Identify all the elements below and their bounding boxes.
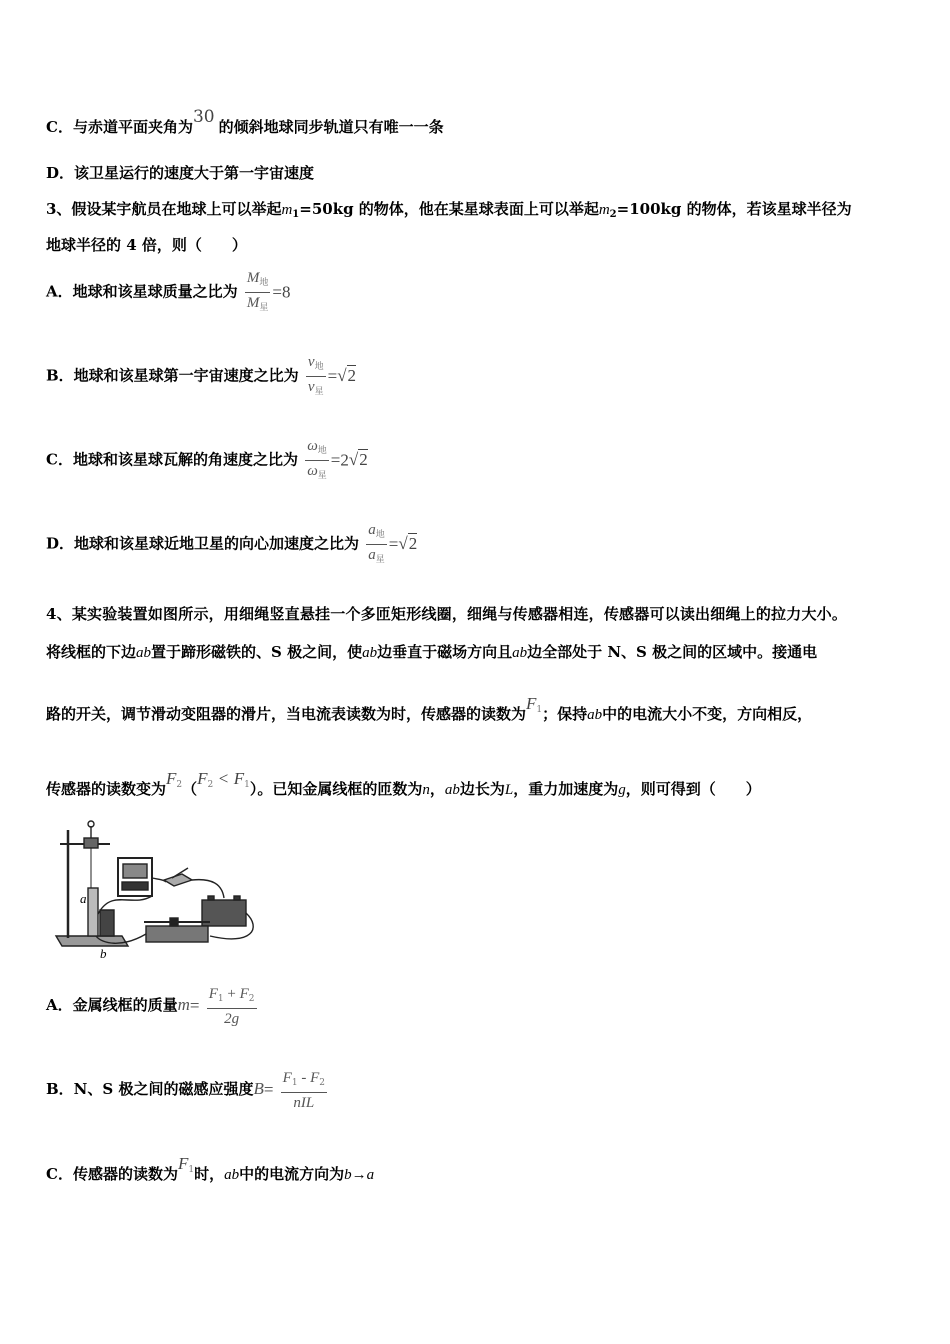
frac-den-sub: 星 xyxy=(375,555,385,565)
q3-option-d-label: D．地球和该星球近地卫星的向心加速度之比为 xyxy=(46,534,360,553)
q4-stem-line3 xyxy=(46,694,813,725)
q3-option-a-label: A．地球和该星球质量之比为 xyxy=(46,282,238,301)
frac-op: - xyxy=(297,1070,311,1086)
q4-ab: ab xyxy=(362,645,378,661)
q3-m1-sub: 1 xyxy=(292,209,300,220)
q3-option-a-rhs: =8 xyxy=(272,282,291,302)
q3-m1: m xyxy=(281,202,293,218)
q4-current-direction: b→a xyxy=(344,1167,375,1183)
q2-option-c-pre: C．与赤道平面夹角为 xyxy=(46,118,193,136)
q4-ab: ab xyxy=(136,645,152,661)
frac-num-sub: 1 xyxy=(291,1078,298,1088)
q4-g: g xyxy=(618,782,626,798)
q3-option-b-radicand: 2 xyxy=(347,365,357,385)
q4-F2-sub: 2 xyxy=(176,780,183,790)
q4-l4-c: ， xyxy=(429,780,445,798)
frac-den: nIL xyxy=(293,1095,315,1111)
q4-option-c-c: 中的电流方向为 xyxy=(239,1165,345,1183)
q4-ab: ab xyxy=(444,782,460,798)
q3-option-b-fraction xyxy=(306,352,326,401)
frac-den-sub: 星 xyxy=(317,471,327,481)
q4-l4-e: ，重力加速度为 xyxy=(513,780,619,798)
q3-option-c xyxy=(46,436,368,485)
sqrt-symbol: √2 xyxy=(398,533,418,553)
coil xyxy=(88,888,98,936)
q3-option-c-radicand: 2 xyxy=(359,449,368,469)
q3-stem-text-c: =100kg 的物体，若该星球半径为 xyxy=(616,200,852,218)
q4-stem-line2 xyxy=(46,641,817,662)
ammeter-dial xyxy=(123,864,147,878)
ammeter-base xyxy=(122,882,148,890)
q3-option-a xyxy=(46,268,290,317)
q4-lt: < xyxy=(218,769,229,788)
q3-option-c-label: C．地球和该星球瓦解的角速度之比为 xyxy=(46,450,298,469)
q3-option-d-radicand: 2 xyxy=(408,533,418,553)
q4-n: n xyxy=(422,782,430,798)
q4-ab: ab xyxy=(512,645,528,661)
q4-option-b-fraction xyxy=(281,1068,327,1112)
rheostat-slider xyxy=(170,918,178,926)
frac-num: F xyxy=(208,986,218,1002)
q3-stem-text-b: =50kg 的物体，他在某星球表面上可以举起 xyxy=(299,200,599,218)
q4-l3-c: 中的电流大小不变，方向相反， xyxy=(602,705,813,723)
frac-num-sub: 地 xyxy=(375,530,385,540)
frac-num-sub: 地 xyxy=(259,278,269,288)
q3-option-b xyxy=(46,352,356,401)
rheostat xyxy=(146,926,208,942)
sqrt-symbol: √2 xyxy=(348,449,368,469)
frac-num-sub: 地 xyxy=(314,362,324,372)
q3-m2: m xyxy=(598,202,610,218)
q4-option-a-fraction xyxy=(207,984,257,1028)
frac-num: ω xyxy=(307,438,318,454)
q3-option-b-label: B．地球和该星球第一宇宙速度之比为 xyxy=(46,366,299,385)
q4-l4-f: ，则可得到（ ） xyxy=(625,780,761,798)
q4-option-a-eq: = xyxy=(189,996,200,1015)
frac-num-sub: 地 xyxy=(317,446,327,456)
q3-stem-text-a: 3、假设某宇航员在地球上可以举起 xyxy=(46,200,282,218)
frac-num2: F xyxy=(239,986,249,1002)
q4-option-a xyxy=(46,984,259,1028)
q3-option-b-eq: = xyxy=(327,366,338,386)
q4-option-a-lhs: m xyxy=(177,995,190,1014)
q4-option-c-F1-sub: 1 xyxy=(188,1165,195,1175)
q4-option-a-label: A．金属线框的质量 xyxy=(46,996,178,1014)
q4-option-b-label: B．N、S 极之间的磁感应强度 xyxy=(46,1080,254,1098)
frac-den: 2g xyxy=(224,1011,240,1027)
q3-option-a-fraction xyxy=(245,268,271,317)
q2-option-c xyxy=(46,107,444,137)
q4-option-b xyxy=(46,1068,329,1112)
q4-option-c-F1: F xyxy=(177,1154,189,1173)
q4-L: L xyxy=(504,782,514,798)
q4-l3-a: 路的开关，调节滑动变阻器的滑片，当电流表读数为时，传感器的读数为 xyxy=(46,705,527,723)
q3-option-c-fraction xyxy=(305,436,329,485)
q4-F2: F xyxy=(166,769,177,788)
q4-option-c xyxy=(46,1154,375,1185)
q3-option-c-eq: =2 xyxy=(330,450,349,470)
frac-num: a xyxy=(368,522,376,538)
q4-option-c-b: 时， xyxy=(194,1165,225,1183)
frac-num: F xyxy=(282,1070,292,1086)
q4-l2-c: 边垂直于磁场方向且 xyxy=(377,643,513,661)
q3-option-d-eq: = xyxy=(388,534,399,554)
q4-option-b-lhs: B xyxy=(253,1079,264,1098)
q4-l4-d: 边长为 xyxy=(459,780,505,798)
frac-den: M xyxy=(246,295,260,311)
q4-stem-line1: 4、某实验装置如图所示，用细绳竖直悬挂一个多匝矩形线圈，细绳与传感器相连，传感器可以读出细绳上的拉力大小。 xyxy=(46,605,848,623)
sqrt-symbol: √2 xyxy=(337,365,357,385)
q4-cmp-F1-sub: 1 xyxy=(244,780,250,790)
q3-option-d xyxy=(46,520,417,569)
q3-m2-sub: 2 xyxy=(609,209,617,220)
frac-den: a xyxy=(368,547,376,563)
force-sensor xyxy=(84,838,98,848)
experiment-apparatus-figure xyxy=(52,818,292,960)
q3-option-d-fraction xyxy=(366,520,387,569)
q4-cmp-F2: F xyxy=(197,769,208,788)
q4-l2-a: 将线框的下边 xyxy=(46,643,137,661)
switch xyxy=(164,874,192,886)
q3-stem-line1 xyxy=(46,198,852,220)
frac-num2: F xyxy=(310,1070,320,1086)
frac-den: v xyxy=(307,379,315,395)
frac-num: M xyxy=(246,270,260,286)
q4-cmp-F1: F xyxy=(233,769,245,788)
q4-ab: ab xyxy=(587,707,603,723)
frac-den: ω xyxy=(307,463,318,479)
label-a: a xyxy=(80,891,87,906)
q4-l2-b: 置于蹄形磁铁的、S 极之间，使 xyxy=(151,643,363,661)
q2-option-d: D．该卫星运行的速度大于第一宇宙速度 xyxy=(46,164,315,182)
q4-cmp-F2-sub: 2 xyxy=(207,780,214,790)
q4-l4-a: 传感器的读数变为 xyxy=(46,780,167,798)
q2-option-c-post: 的倾斜地球同步轨道只有唯一一条 xyxy=(218,118,444,136)
q4-l4-b: ）。已知金属线框的匝数为 xyxy=(249,780,423,798)
horseshoe-magnet xyxy=(100,910,114,936)
q4-stem-line4 xyxy=(46,769,761,800)
q4-paren: （ xyxy=(182,780,198,798)
q4-F1: F xyxy=(526,694,537,713)
wire xyxy=(192,880,224,898)
q4-option-b-eq: = xyxy=(263,1080,274,1099)
q3-stem-line2: 地球半径的 4 倍，则（ ） xyxy=(46,236,247,254)
q4-option-c-a: C．传感器的读数为 xyxy=(46,1165,178,1183)
frac-den-sub: 星 xyxy=(259,303,269,313)
label-b: b xyxy=(100,946,107,960)
q4-F1-sub: 1 xyxy=(536,705,543,715)
frac-op: + xyxy=(223,986,240,1002)
frac-num: v xyxy=(307,354,315,370)
frac-num2-sub: 2 xyxy=(319,1078,325,1088)
q4-ab: ab xyxy=(224,1167,240,1183)
frac-num-sub: 1 xyxy=(217,994,224,1004)
frac-den-sub: 星 xyxy=(314,387,324,397)
q4-l2-d: 边全部处于 N、S 极之间的区域中。接通电 xyxy=(527,643,818,661)
frac-num2-sub: 2 xyxy=(248,994,255,1004)
q2-angle-value: 30 xyxy=(192,107,215,127)
q4-l3-b: ；保持 xyxy=(542,705,588,723)
